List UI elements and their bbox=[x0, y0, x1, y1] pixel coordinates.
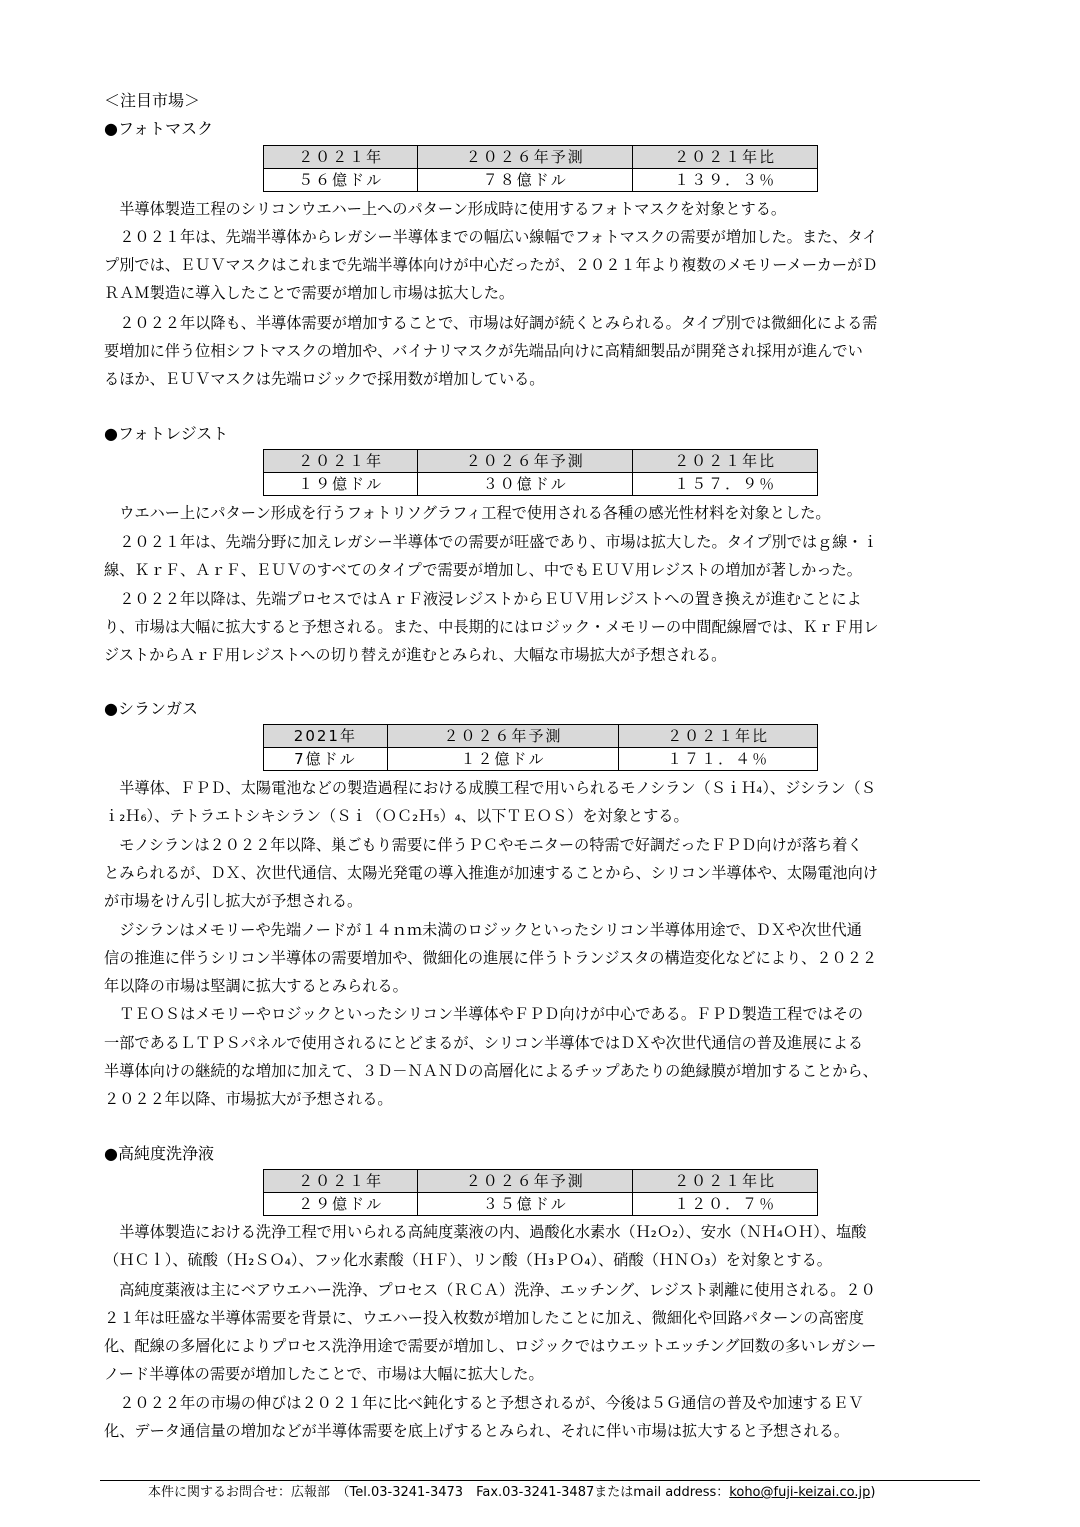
body-line: ジストからＡｒＦ用レジストへの切り替えが進むとみられ、大幅な市場拡大が予想される。 bbox=[104, 646, 727, 664]
table-cell: １３９．３％ bbox=[633, 169, 818, 192]
market-table-cleaning-liquid bbox=[263, 1169, 818, 1216]
body-line: 線、ＫｒＦ、ＡｒＦ、ＥＵＶのすべてのタイプで需要が増加し、中でもＥＵＶ用レジストの増加が著しかった。 bbox=[104, 561, 862, 579]
market-table-photoresist bbox=[263, 449, 818, 496]
body-line: 半導体向けの継続的な増加に加えて、３Ｄ－ＮＡＮＤの高層化によるチップあたりの絶縁膜が増加することから、 bbox=[104, 1062, 878, 1080]
table-cell: ５６億ドル bbox=[264, 169, 418, 192]
table-header-row bbox=[264, 725, 818, 748]
table-header-cell: ２０２１年比 bbox=[633, 146, 818, 169]
body-line: 年以降の市場は堅調に拡大するとみられる。 bbox=[104, 977, 408, 995]
body-line: 化、データ通信量の増加などが半導体需要を底上げするとみられ、それに伴い市場は拡大すると予想される。 bbox=[104, 1422, 850, 1440]
table-header-cell: ２０２６年予測 bbox=[418, 146, 633, 169]
market-table-photomask bbox=[263, 145, 818, 192]
table-cell: １７１．４％ bbox=[619, 748, 818, 771]
table-cell: ３０億ドル bbox=[418, 473, 633, 496]
body-line: ＲＡＭ製造に導入したことで需要が増加し市場は拡大した。 bbox=[104, 284, 515, 302]
table-cell: １２億ドル bbox=[387, 748, 618, 771]
table-row bbox=[264, 1193, 818, 1216]
body-line: 要増加に伴う位相シフトマスクの増加や、バイナリマスクが先端品向けに高精細製品が開発され採用が進んでい bbox=[104, 342, 863, 360]
table-header-cell: ２０２１年比 bbox=[619, 725, 818, 748]
body-line: 信の推進に伴うシリコン半導体の需要増加や、微細化の進展に伴うトランジスタの構造変化などにより、２０２２ bbox=[104, 949, 878, 967]
market-table-silane-gas bbox=[263, 724, 818, 771]
table-cell: １５７．９％ bbox=[633, 473, 818, 496]
section-title-silane-gas: ●シランガス bbox=[104, 699, 198, 718]
table-header-cell: ２０２６年予測 bbox=[418, 1170, 633, 1193]
body-line: 半導体、ＦＰＤ、太陽電池などの製造過程における成膜工程で用いられるモノシラン（ＳｉＨ₄）、ジシラン（Ｓ bbox=[104, 779, 876, 797]
body-line: ２０２２年の市場の伸びは２０２１年に比べ鈍化すると予想されるが、今後は５Ｇ通信の普及や加速するＥＶ bbox=[104, 1394, 864, 1412]
body-line: が市場をけん引し拡大が予想される。 bbox=[104, 892, 363, 910]
table-cell: ７８億ドル bbox=[418, 169, 633, 192]
body-line: 半導体製造における洗浄工程で用いられる高純度薬液の内、過酸化水素水（Ｈ₂Ｏ₂）、安水（ＮＨ₄ＯＨ）、塩酸 bbox=[104, 1223, 867, 1241]
footer-email-link[interactable]: koho@fuji-keizai.co.jp bbox=[729, 1485, 871, 1500]
body-line: （ＨＣｌ）、硫酸（Ｈ₂ＳＯ₄）、フッ化水素酸（ＨＦ）、リン酸（Ｈ₃ＰＯ₄）、硝酸（ＨＮＯ₃）を対象とする。 bbox=[104, 1251, 832, 1269]
body-line: ２１年は旺盛な半導体需要を背景に、ウエハー投入枚数が増加したことに加え、微細化や回路パターンの高密度 bbox=[104, 1309, 864, 1327]
footer-contact bbox=[148, 1484, 875, 1502]
section-title-cleaning-liquid: ●高純度洗浄液 bbox=[104, 1144, 214, 1163]
table-header-row bbox=[264, 450, 818, 473]
table-header-row bbox=[264, 146, 818, 169]
body-line: ＴＥＯＳはメモリーやロジックといったシリコン半導体やＦＰＤ向けが中心である。ＦＰＤ製造工程ではその bbox=[104, 1005, 864, 1023]
body-line: ２０２２年以降は、先端プロセスではＡｒＦ液浸レジストからＥＵＶ用レジストへの置き換えが進むことによ bbox=[104, 590, 862, 608]
table-header-cell: ２０２６年予測 bbox=[387, 725, 618, 748]
table-header-cell: ２０２１年 bbox=[264, 146, 418, 169]
table-cell: 7億ドル bbox=[264, 748, 388, 771]
footer-text: 本件に関するお問合せ：広報部 （Tel.03-3241-3473 Fax.03-3241-3487またはmail address： bbox=[148, 1485, 730, 1500]
body-line: モノシランは２０２２年以降、巣ごもり需要に伴うＰＣやモニターの特需で好調だったＦＰＤ向けが落ち着く bbox=[104, 836, 863, 854]
body-line: ノード半導体の需要が増加したことで、市場は大幅に拡大した。 bbox=[104, 1365, 544, 1383]
body-line: り、市場は大幅に拡大すると予想される。また、中長期的にはロジック・メモリーの中間配線層では、ＫｒＦ用レ bbox=[104, 618, 879, 636]
table-cell: １２０．７％ bbox=[633, 1193, 818, 1216]
body-line: 化、配線の多層化によりプロセス洗浄用途で需要が増加し、ロジックではウエットエッチング回数の多いレガシー bbox=[104, 1337, 877, 1355]
page-heading: ＜注目市場＞ bbox=[104, 91, 201, 110]
table-row bbox=[264, 473, 818, 496]
footer-divider bbox=[100, 1480, 980, 1481]
table-header-cell: ２０２１年 bbox=[264, 450, 418, 473]
body-line: 高純度薬液は主にベアウエハー洗浄、プロセス（ＲＣＡ）洗浄、エッチング、レジスト剥離に使用される。２０ bbox=[104, 1281, 876, 1299]
body-line: ジシランはメモリーや先端ノードが１４ｎｍ未満のロジックといったシリコン半導体用途で、ＤＸや次世代通 bbox=[104, 921, 862, 939]
table-header-cell: 2021年 bbox=[264, 725, 388, 748]
table-row bbox=[264, 748, 818, 771]
body-line: ｉ₂Ｈ₆）、テトラエトシキシラン（Ｓｉ（ＯＣ₂Ｈ₅）₄、以下ＴＥＯＳ）を対象とする。 bbox=[104, 807, 689, 825]
body-line: 一部であるＬＴＰＳパネルで使用されるにとどまるが、シリコン半導体ではＤＸや次世代通信の普及進展による bbox=[104, 1034, 864, 1052]
body-line: ２０２２年以降、市場拡大が予想される。 bbox=[104, 1090, 393, 1108]
table-row bbox=[264, 169, 818, 192]
body-line: ２０２１年は、先端分野に加えレガシー半導体での需要が旺盛であり、市場は拡大した。タイプ別ではｇ線・ｉ bbox=[104, 533, 878, 551]
table-cell: ２９億ドル bbox=[264, 1193, 418, 1216]
table-header-cell: ２０２１年比 bbox=[633, 1170, 818, 1193]
table-header-cell: ２０２１年 bbox=[264, 1170, 418, 1193]
body-line: るほか、ＥＵＶマスクは先端ロジックで採用数が増加している。 bbox=[104, 370, 545, 388]
body-line: ２０２２年以降も、半導体需要が増加することで、市場は好調が続くとみられる。タイプ別では微細化による需 bbox=[104, 314, 878, 332]
body-line: ウエハー上にパターン形成を行うフォトリソグラフィ工程で使用される各種の感光性材料を対象とした。 bbox=[104, 504, 831, 522]
section-title-photomask: ●フォトマスク bbox=[104, 119, 214, 138]
body-line: プ別では、ＥＵＶマスクはこれまで先端半導体向けが中心だったが、２０２１年より複数のメモリーメーカーがＤ bbox=[104, 256, 878, 274]
table-cell: １９億ドル bbox=[264, 473, 418, 496]
table-cell: ３５億ドル bbox=[418, 1193, 633, 1216]
table-header-row bbox=[264, 1170, 818, 1193]
footer-close: ) bbox=[870, 1485, 876, 1500]
body-line: ２０２１年は、先端半導体からレガシー半導体までの幅広い線幅でフォトマスクの需要が増加した。また、タイ bbox=[104, 228, 878, 246]
body-line: とみられるが、ＤＸ、次世代通信、太陽光発電の導入推進が加速することから、シリコン半導体や、太陽電池向け bbox=[104, 864, 878, 882]
section-title-photoresist: ●フォトレジスト bbox=[104, 424, 229, 443]
table-header-cell: ２０２１年比 bbox=[633, 450, 818, 473]
body-line: 半導体製造工程のシリコンウエハー上へのパターン形成時に使用するフォトマスクを対象とする。 bbox=[104, 200, 787, 218]
table-header-cell: ２０２６年予測 bbox=[418, 450, 633, 473]
